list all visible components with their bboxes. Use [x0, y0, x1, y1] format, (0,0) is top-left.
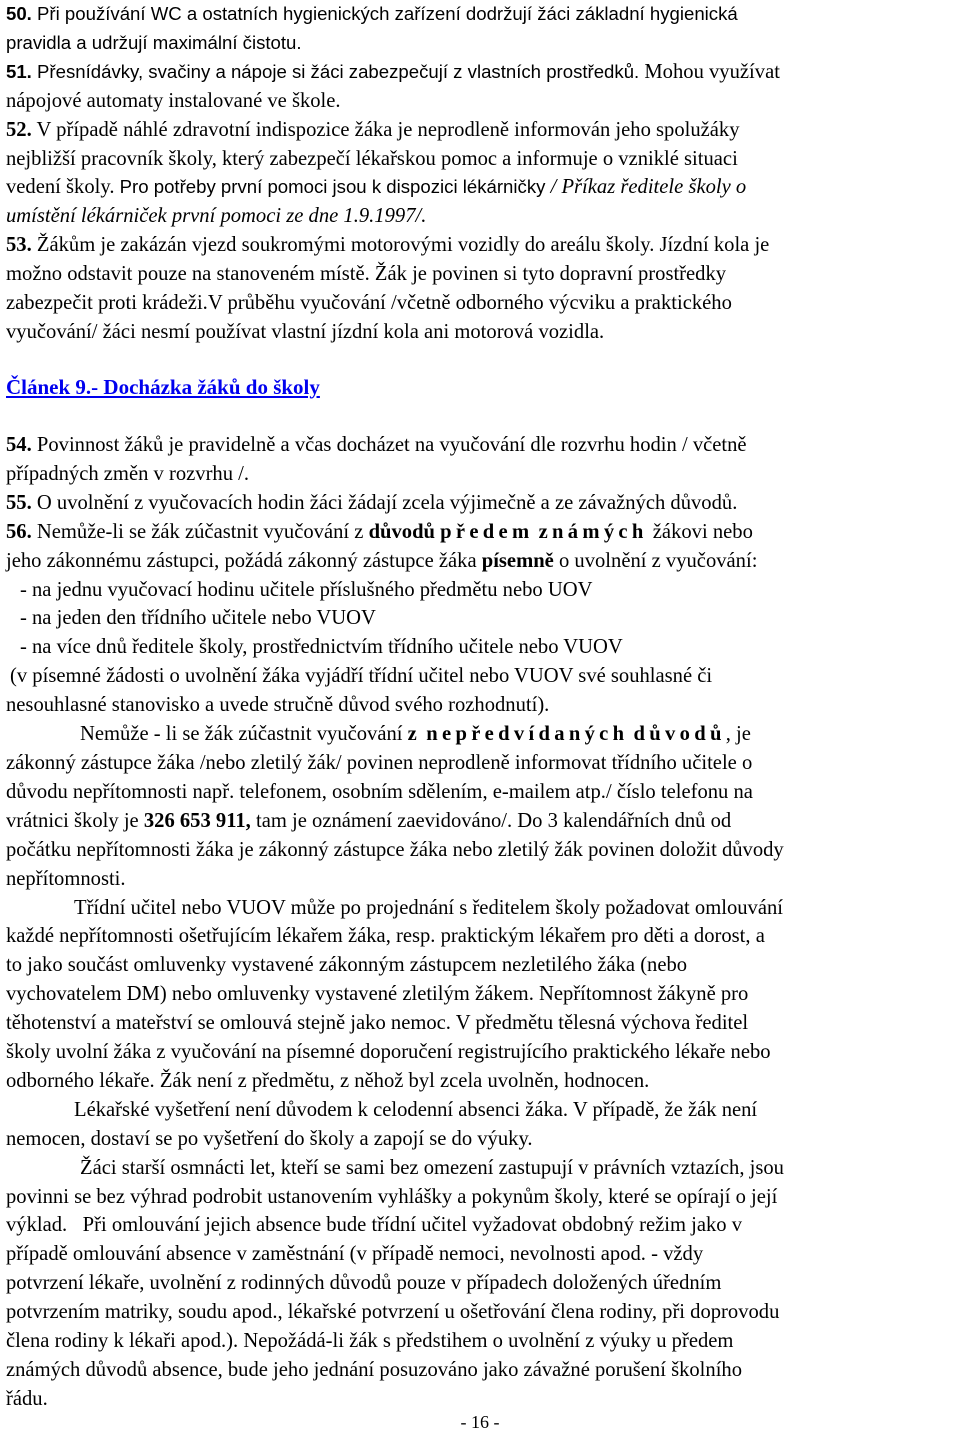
rule-51-cont: nápojové automaty instalované ve škole.	[6, 89, 341, 112]
para-text: člena rodiny k lékaři apod.).	[6, 1330, 239, 1353]
teacher-line2	[6, 922, 784, 951]
para-spaced-text: důvodů	[633, 723, 726, 746]
rule-50-cont: pravidla a udržují maximální čistotu.	[6, 31, 302, 53]
para-text: Nemůže - li se žák zúčastnit vyučování	[80, 723, 408, 746]
rule-text: Povinnost žáků je pravidelně a včas docházet na vyučování dle rozvrhu hodin / včetně	[31, 434, 747, 456]
rule-bold-text: písemně	[481, 549, 554, 572]
rule-text: jeho zákonnému zástupci, požádá zákonný zástupce žáka	[6, 549, 482, 572]
para-text: Do 3 kalendářních dnů od	[512, 809, 732, 832]
rule-number: 52.	[6, 118, 32, 141]
rule-number: 51.	[6, 60, 32, 82]
teacher-line: Třídní učitel nebo VUOV může po projednání s ředitelem školy požadovat omlouvání	[74, 896, 783, 919]
medical-line	[6, 1096, 784, 1125]
rule-italic-text: / Příkaz ředitele školy o	[550, 176, 747, 199]
para-text: Žák není z předmětu, z něhož byl zcela uvolněn, hodnocen.	[154, 1069, 650, 1092]
unforeseen-line4	[6, 807, 784, 836]
para-text: Při omlouvání jejich absence bude třídní učitel vyžadovat obdobný režim jako v	[67, 1214, 743, 1237]
rule-53-line3	[6, 289, 780, 318]
para-text: Nepožádá-li žák s předstihem o uvolnění z výuky u předem	[238, 1330, 734, 1353]
para-text: Lékařské vyšetření není důvodem k celodenní absenci žáka.	[74, 1098, 569, 1121]
rule-text: Pro potřeby první pomoci jsou k dispozici lékárničky	[114, 176, 551, 198]
unforeseen-line3: důvodu nepřítomnosti např. telefonem, osobním sdělením, e-mailem atp./ číslo telefonu na	[6, 780, 753, 803]
para-text: - vždy	[645, 1243, 704, 1266]
rule-50-line	[6, 0, 780, 29]
rule-54-line2: případných změn v rozvrhu /.	[6, 462, 250, 485]
para-text: vychovatelem DM) nebo omluvenky vystavené zletilým žákem.	[6, 983, 534, 1006]
para-text: vrátnici školy je	[6, 809, 144, 832]
rule-number: 54.	[6, 434, 32, 456]
rule-text: O uvolnění z vyučovacích hodin žáci žádají zcela výjimečně a ze závažných důvodů.	[31, 491, 738, 514]
page-number: - 16 -	[460, 1412, 500, 1432]
adult-line: Žáci starší osmnácti let, kteří se sami bez omezení zastupují v právních vztazích, jsou	[80, 1156, 784, 1179]
rule-56-line2	[6, 547, 784, 576]
rule-56-note: (v písemné žádosti o uvolnění žáka vyjádří třídní učitel nebo VUOV své souhlasné či	[10, 665, 713, 688]
rule-text: V případě náhlé zdravotní indispozice žáka je neprodleně informován jeho spolužáky	[31, 118, 740, 141]
para-text: výklad.	[6, 1214, 68, 1237]
rule-55-line	[6, 489, 784, 518]
adult-line6: potvrzením matriky, soudu apod., lékařské potvrzení u ošetřování člena rodiny, při doprovodu	[6, 1301, 780, 1324]
unforeseen-line	[6, 720, 784, 749]
rule-text: V průběhu vyučování /včetně odborného výcviku a praktického	[207, 292, 732, 315]
rule-52-line4	[6, 202, 780, 231]
list-item: - na jeden den třídního učitele nebo VUOV	[20, 607, 376, 630]
rule-number: 53.	[6, 234, 32, 257]
teacher-line6: školy uvolní žáka z vyučování na písemné doporučení registrujícího praktického lékaře nebo	[6, 1041, 771, 1064]
teacher-line5	[6, 1009, 784, 1038]
unforeseen-line2: zákonný zástupce žáka /nebo zletilý žák/ povinen neprodleně informovat třídního učitele o	[6, 751, 753, 774]
rule-text: žákovi nebo	[647, 520, 753, 543]
teacher-line7	[6, 1067, 784, 1096]
para-text: , je	[725, 723, 751, 746]
para-text: Nepřítomnost žákyně pro	[533, 983, 749, 1006]
adult-line8: známých důvodů absence, bude jeho jednání posuzováno jako závažné porušení školního	[6, 1359, 743, 1381]
teacher-line4	[6, 980, 784, 1009]
rule-bold-text: důvodů	[368, 520, 435, 543]
rules-bottom	[6, 431, 784, 1414]
teacher-line3: to jako součást omluvenky vystavené zákonným zástupcem nezletilého žáka (nebo	[6, 954, 688, 977]
rule-56-note2: nesouhlasné stanovisko a uvede stručně důvod svého rozhodnutí).	[6, 694, 550, 717]
rule-52-line	[6, 116, 780, 145]
rule-number: 55.	[6, 491, 32, 514]
rule-text: Žák je povinen si tyto dopravní prostředky	[369, 263, 727, 286]
para-text: případě omlouvání absence v zaměstnání (v případě nemoci, nevolnosti apod.	[6, 1243, 646, 1266]
rule-text: Žákům je zakázán vjezd soukromými motorovými vozidly do areálu školy.	[31, 234, 655, 257]
para-text: těhotenství a mateřství se omlouvá stejně jako nemoc.	[6, 1012, 451, 1035]
rule-text: možno odstavit pouze na stanoveném místě.	[6, 263, 370, 286]
rule-52-line3	[6, 173, 780, 202]
list-item: - na více dnů ředitele školy, prostřednictvím třídního učitele nebo VUOV	[20, 636, 623, 659]
rule-spaced-text: předem	[440, 520, 534, 543]
rules-top	[6, 0, 780, 347]
unforeseen-line6: nepřítomnosti.	[6, 867, 126, 890]
rule-spaced-text: známých	[538, 520, 648, 543]
adult-line3	[6, 1211, 784, 1240]
adult-line9: řádu.	[6, 1387, 48, 1410]
rule-number: 50.	[6, 3, 32, 24]
rule-text: Při používání WC a ostatních hygienických zařízení dodržují žáci základní hygienická	[31, 3, 738, 24]
para-spaced-text: nepředvídaných	[426, 723, 629, 746]
adult-line2: povinni se bez výhrad podrobit ustanovením vyhlášky a pokynům školy, které se opírají o její	[6, 1185, 778, 1208]
rule-text: vedení školy.	[6, 176, 115, 199]
para-text: každé nepřítomnosti ošetřujícím lékařem žáka, resp.	[6, 925, 436, 948]
adult-line4	[6, 1240, 784, 1269]
para-text: V předmětu tělesná výchova ředitel	[450, 1012, 749, 1035]
section-heading: Článek 9.- Docházka žáků do školy	[6, 375, 320, 399]
rule-53-line2	[6, 260, 780, 289]
medical-line2: nemocen, dostaví se po vyšetření do školy a zapojí se do výuky.	[6, 1127, 533, 1150]
rule-51-line	[6, 58, 780, 87]
rule-italic-text: umístění lékárniček první pomoci ze dne 1.9.1997/.	[6, 205, 427, 228]
para-text: V případě, že žák není	[568, 1098, 758, 1121]
para-text: odborného lékaře.	[6, 1069, 155, 1092]
rule-54-line	[6, 431, 784, 460]
para-spaced-text: z	[407, 723, 422, 746]
para-text: praktickým lékařem pro děti a dorost, a	[435, 925, 765, 948]
adult-line7	[6, 1327, 784, 1356]
rule-text: Přesnídávky, svačiny a nápoje si žáci zabezpečují z vlastních prostředků.	[31, 60, 640, 82]
rule-53-line	[6, 231, 780, 260]
rule-text: zabezpečit proti krádeži.	[6, 292, 208, 315]
unforeseen-line5: počátku nepřítomnosti žáka je zákonný zástupce žáka nebo zletilý žák povinen doložit důvody	[6, 838, 784, 861]
para-text: tam je oznámení zaevidováno/.	[250, 809, 513, 832]
list-item: - na jednu vyučovací hodinu učitele příslušného předmětu nebo UOV	[20, 578, 593, 601]
rule-number: 56.	[6, 520, 32, 543]
rule-text: Mohou využívat	[639, 60, 780, 83]
rule-text: Nemůže-li se žák zúčastnit vyučování z	[31, 520, 369, 543]
rule-52-line2: nejbližší pracovník školy, který zabezpečí lékařskou pomoc a informuje o vzniklé situaci	[6, 147, 738, 170]
rule-56-line	[6, 518, 784, 547]
phone-number: 326 653 911,	[143, 809, 251, 832]
rule-text: Jízdní kola je	[654, 234, 770, 257]
rule-text: o uvolnění z vyučování:	[553, 549, 758, 572]
rule-53-line4: vyučování/ žáci nesmí používat vlastní jízdní kola ani motorová vozidla.	[6, 320, 605, 343]
adult-line5: potvrzení lékaře, uvolnění z rodinných důvodů pouze v případech doložených úředním	[6, 1272, 722, 1295]
